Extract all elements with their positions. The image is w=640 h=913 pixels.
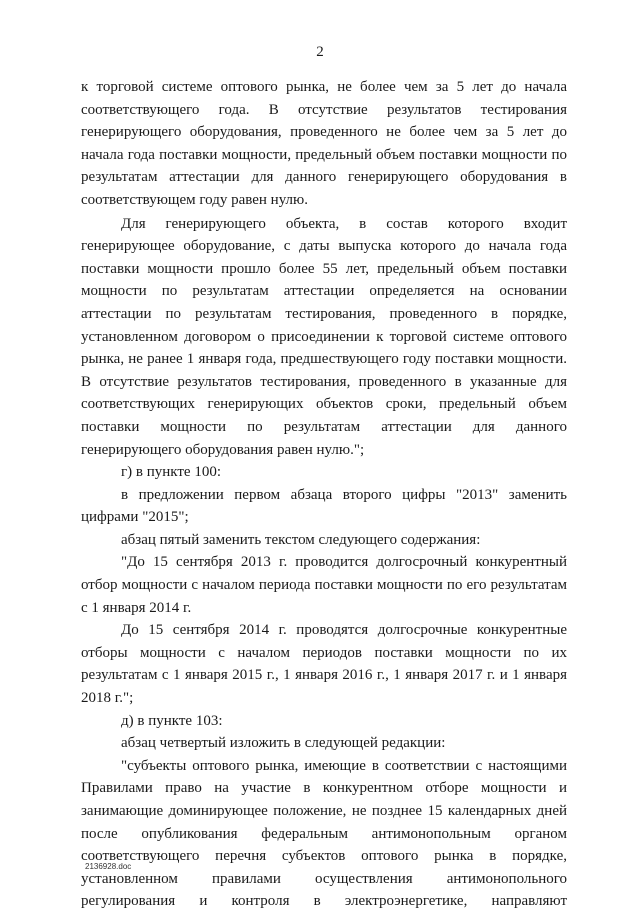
text-line: генерирующее оборудование, с даты выпуска которого до начала года xyxy=(81,238,567,255)
text-line: генерирующего оборудования равен нулю."; xyxy=(81,441,365,458)
text-line: с 1 января 2014 г. xyxy=(81,599,192,616)
text-line: поставки мощности по результатам аттестации для данного xyxy=(81,418,567,435)
text-line: соответствующего перечня субъектов оптового рынка в порядке, xyxy=(81,848,567,865)
document-file-reference: 2136928.doc xyxy=(85,862,132,871)
text-line: В отсутствие результатов тестирования, проведенного в указанные для xyxy=(81,373,567,390)
text-line: после опубликования федеральным антимонопольным органом xyxy=(81,825,567,842)
text-line: цифрами "2015"; xyxy=(81,509,189,526)
text-line: отбор мощности с началом периода поставки мощности по его результатам xyxy=(81,577,567,594)
text-line: результатам с 1 января 2015 г., 1 января 2016 г., 1 января 2017 г. и 1 января xyxy=(81,667,567,684)
text-line: регулирования и контроля в электроэнергетике, направляют xyxy=(81,893,567,910)
text-line: До 15 сентября 2014 г. проводятся долгосрочные конкурентные xyxy=(121,622,567,639)
text-line: рынка, не ранее 1 января года, предшествующего году поставки мощности. xyxy=(81,351,567,368)
text-line: Для генерирующего объекта, в состав которого входит xyxy=(121,215,567,232)
page-number: 2 xyxy=(316,44,324,60)
text-line: абзац четвертый изложить в следующей редакции: xyxy=(121,735,446,752)
text-line: в предложении первом абзаца второго цифры "2013" заменить xyxy=(121,486,567,503)
text-line: генерирующего оборудования, проведенного не более чем за 5 лет до xyxy=(81,124,567,141)
text-line: абзац пятый заменить текстом следующего содержания: xyxy=(121,531,481,548)
text-line: соответствующего года. В отсутствие результатов тестирования xyxy=(81,101,567,118)
text-line: соответствующих генерирующих объектов сроки, предельный объем xyxy=(81,396,567,413)
text-line: Правилами право на участие в конкурентном отборе мощности и xyxy=(81,780,567,797)
text-line: начала года поставки мощности, предельный объем поставки мощности по xyxy=(81,146,567,163)
text-line: поставки мощности прошло более 55 лет, предельный объем поставки xyxy=(81,260,567,277)
text-line: аттестации по результатам тестирования, проведенного в порядке, xyxy=(81,305,567,322)
document-body xyxy=(81,76,567,913)
text-line: занимающие доминирующее положение, не позднее 15 календарных дней xyxy=(81,803,567,819)
text-line: соответствующем году равен нулю. xyxy=(81,191,308,208)
text-line: к торговой системе оптового рынка, не более чем за 5 лет до начала xyxy=(81,79,567,95)
text-line: "субъекты оптового рынка, имеющие в соответствии с настоящими xyxy=(121,757,567,774)
text-line: установленном правилами осуществления антимонопольного xyxy=(81,870,567,887)
text-line: 2018 г."; xyxy=(81,690,134,707)
text-line: д) в пункте 103: xyxy=(121,712,223,729)
text-line: г) в пункте 100: xyxy=(121,464,222,481)
text-line: установленном договором о присоединении к торговой системе оптового xyxy=(81,328,567,345)
text-line: результатам аттестации для данного генерирующего оборудования в xyxy=(81,169,567,186)
text-line: мощности по результатам аттестации определяется на основании xyxy=(81,283,567,300)
text-line: "До 15 сентября 2013 г. проводится долгосрочный конкурентный xyxy=(121,554,567,571)
text-line: отборы мощности с началом периодов поставки мощности по их xyxy=(81,644,567,661)
